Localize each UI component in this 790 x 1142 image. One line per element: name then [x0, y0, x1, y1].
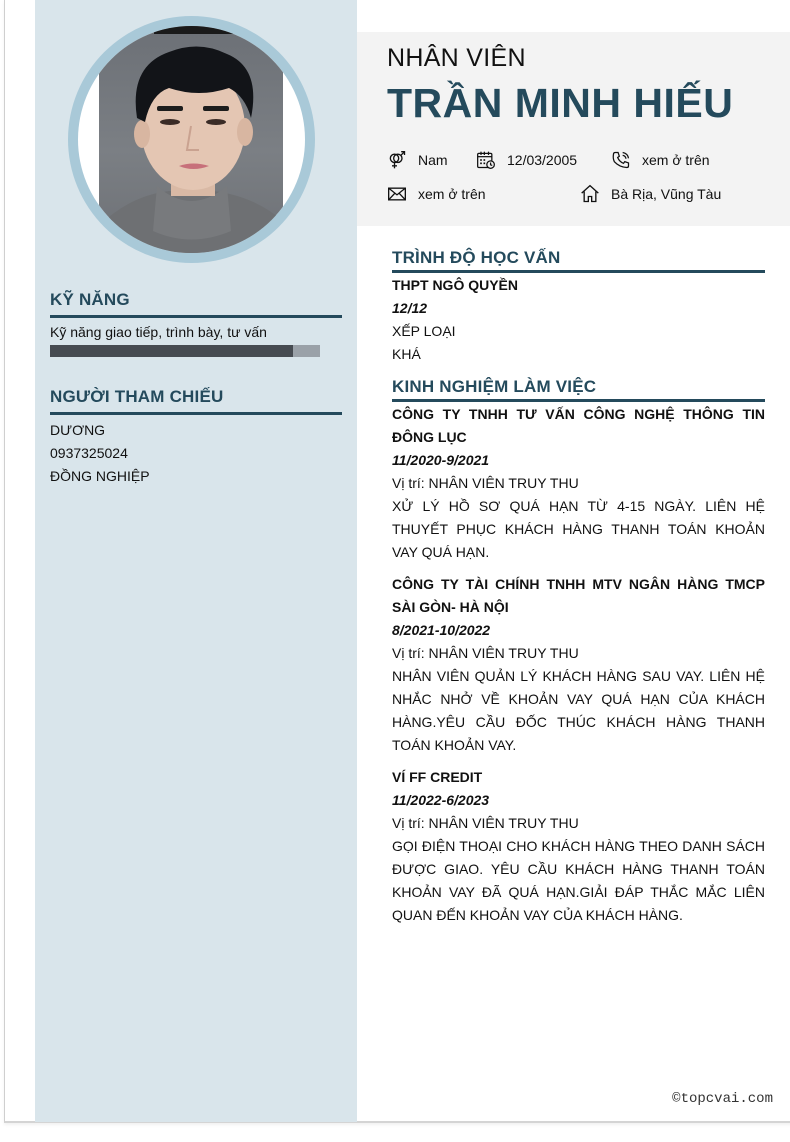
experience-item	[392, 403, 765, 564]
experience-period: 11/2022-6/2023	[392, 792, 490, 808]
experience-description: XỬ LÝ HỒ SƠ QUÁ HẠN TỪ 4-15 NGÀY. LIÊN HỆ THUYẾT PHỤC KHÁCH HÀNG THANH TOÁN KHOẢN VAY QUÁ HẠN.	[392, 498, 765, 560]
experience-position: Vị trí: NHÂN VIÊN TRUY THU	[392, 815, 579, 831]
education-grade-value: KHÁ	[392, 346, 421, 362]
company-name: CÔNG TY TÀI CHÍNH TNHH MTV NGÂN HÀNG TMCP SÀI GÒN- HÀ NỘI	[392, 576, 765, 615]
contact-email	[387, 184, 486, 204]
contact-birthday	[476, 150, 577, 170]
profile-photo	[99, 26, 283, 253]
education-grade-label: XẾP LOẠI	[392, 323, 456, 339]
skill-label: Kỹ năng giao tiếp, trình bày, tư vấn	[50, 324, 267, 340]
experience-section	[392, 377, 765, 936]
contact-address	[580, 184, 721, 204]
full-name: TRẦN MINH HIẾU	[387, 80, 734, 126]
education-period: 12/12	[392, 300, 428, 316]
skills-section	[50, 290, 342, 357]
gender-icon	[387, 150, 407, 170]
phone-icon	[611, 150, 631, 170]
company-name: VÍ FF CREDIT	[392, 769, 483, 785]
skill-bar-fill	[50, 345, 293, 357]
contact-phone	[611, 150, 710, 170]
job-title: NHÂN VIÊN	[387, 44, 526, 72]
reference-phone: 0937325024	[50, 445, 128, 461]
references-title: NGƯỜI THAM CHIẾU	[50, 387, 342, 415]
education-title: TRÌNH ĐỘ HỌC VẤN	[392, 248, 765, 273]
references-section	[50, 387, 342, 488]
home-icon	[580, 184, 600, 204]
school-name: THPT NGÔ QUYỀN	[392, 277, 519, 293]
email-value: xem ở trên	[418, 186, 486, 202]
avatar	[68, 16, 315, 263]
portrait-illustration	[99, 26, 283, 253]
experience-item	[392, 766, 765, 927]
contact-gender	[387, 150, 448, 170]
experience-period: 11/2020-9/2021	[392, 452, 490, 468]
experience-description: GỌI ĐIỆN THOẠI CHO KHÁCH HÀNG THEO DANH SÁCH ĐƯỢC GIAO. YÊU CẦU KHÁCH HÀNG THANH TOÁN KHOẢN VAY ĐÃ QUÁ HẠN.GIẢI ĐÁP THẮC MẮC LIÊN QUAN ĐẾN KHOẢN VAY CỦA KHÁCH HÀNG.	[392, 838, 765, 923]
experience-item	[392, 573, 765, 757]
avatar-frame	[78, 26, 305, 253]
education-section	[392, 248, 765, 366]
header	[357, 32, 790, 226]
experience-period: 8/2021-10/2022	[392, 622, 491, 638]
calendar-icon	[476, 150, 496, 170]
phone-value: xem ở trên	[642, 152, 710, 168]
address-value: Bà Rịa, Vũng Tàu	[611, 186, 722, 202]
reference-name: DƯƠNG	[50, 422, 106, 438]
watermark: ©topcvai.com	[672, 1091, 773, 1107]
experience-title: KINH NGHIỆM LÀM VIỆC	[392, 377, 765, 402]
company-name: CÔNG TY TNHH TƯ VẤN CÔNG NGHỆ THÔNG TIN ĐÔNG LỤC	[392, 406, 765, 445]
gender-value: Nam	[418, 152, 448, 168]
envelope-icon	[387, 184, 407, 204]
experience-description: NHÂN VIÊN QUẢN LÝ KHÁCH HÀNG SAU VAY. LIÊN HỆ NHẮC NHỞ VỀ KHOẢN VAY QUÁ HẠN CỦA KHÁCH HÀNG.YÊU CẦU ĐỐC THÚC KHÁCH HÀNG THANH TOÁN KHOẢN VAY.	[392, 668, 765, 753]
birthday-value: 12/03/2005	[507, 152, 578, 168]
reference-relation: ĐỒNG NGHIỆP	[50, 468, 150, 484]
experience-position: Vị trí: NHÂN VIÊN TRUY THU	[392, 645, 579, 661]
skills-title: KỸ NĂNG	[50, 290, 342, 318]
skill-bar	[50, 345, 320, 357]
experience-position: Vị trí: NHÂN VIÊN TRUY THU	[392, 475, 579, 491]
